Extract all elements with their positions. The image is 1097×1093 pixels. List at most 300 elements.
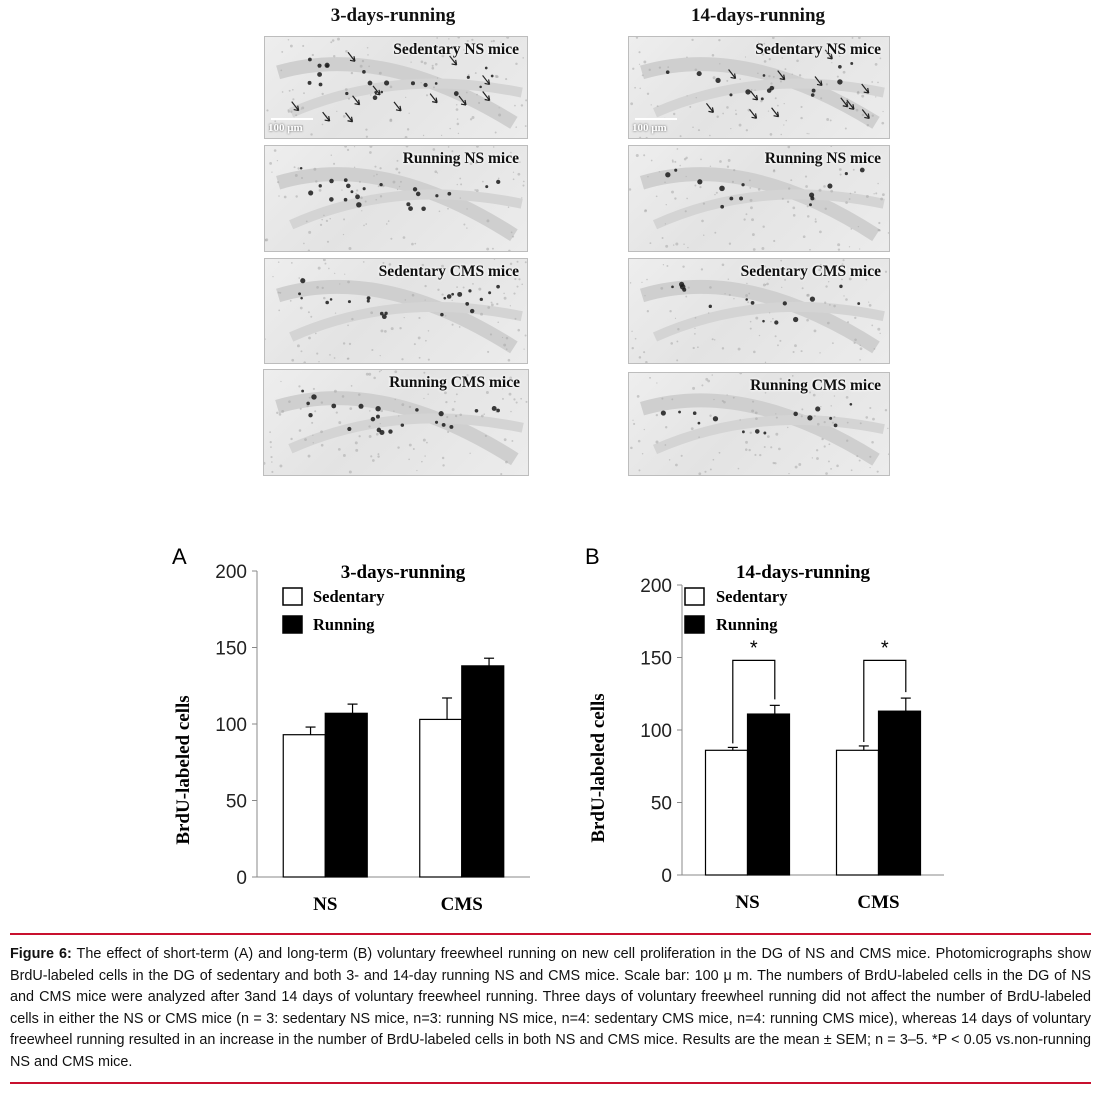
tissue-speck <box>757 73 758 74</box>
tissue-speck <box>372 459 375 462</box>
tissue-speck <box>510 411 512 413</box>
tissue-speck <box>343 218 345 220</box>
tissue-speck <box>502 398 504 400</box>
bar-sedentary-cms <box>837 750 879 875</box>
y-tick-label: 100 <box>640 721 672 742</box>
tissue-speck <box>442 457 444 459</box>
brdu-cell <box>344 198 348 202</box>
tissue-speck <box>692 387 695 390</box>
tissue-speck <box>739 419 740 420</box>
tissue-speck <box>724 293 725 294</box>
tissue-speck <box>845 298 848 301</box>
tissue-speck <box>394 370 397 373</box>
tissue-speck <box>684 158 687 161</box>
tissue-speck <box>795 466 798 469</box>
tissue-speck <box>313 388 315 390</box>
tissue-speck <box>714 194 715 195</box>
brdu-cell <box>329 179 333 183</box>
tissue-speck <box>859 248 860 249</box>
tissue-speck <box>517 173 520 176</box>
tissue-speck <box>834 395 835 396</box>
tissue-speck <box>659 171 660 172</box>
tissue-speck <box>292 98 294 100</box>
brdu-cell <box>363 187 366 190</box>
caption-rule-bottom <box>10 1082 1091 1084</box>
tissue-speck <box>380 423 381 424</box>
tissue-speck <box>638 469 640 471</box>
tissue-speck <box>674 197 676 199</box>
brdu-cell <box>860 168 865 173</box>
brdu-cell <box>367 296 371 300</box>
brdu-cell <box>413 187 417 191</box>
tissue-speck <box>854 317 856 319</box>
tissue-speck <box>354 167 355 168</box>
brdu-cell <box>475 409 479 413</box>
tissue-speck <box>264 462 265 465</box>
tissue-speck <box>751 410 754 413</box>
y-tick-label: 50 <box>650 793 672 815</box>
tissue-speck <box>839 168 842 171</box>
legend-label-running: Running <box>716 615 778 634</box>
tissue-speck <box>751 218 754 221</box>
brdu-cell <box>331 404 336 409</box>
tissue-speck <box>302 45 304 47</box>
tissue-speck <box>643 61 646 64</box>
tissue-speck <box>709 135 711 137</box>
tissue-speck <box>347 325 349 327</box>
tissue-speck <box>334 357 336 359</box>
tissue-speck <box>281 51 283 53</box>
brdu-cell <box>742 430 745 433</box>
tissue-speck <box>270 446 272 448</box>
brdu-cell <box>671 286 674 289</box>
brdu-cell <box>837 79 842 84</box>
tissue-speck <box>418 337 421 340</box>
tissue-speck <box>865 416 868 419</box>
chart-title: 14-days-running <box>735 562 871 583</box>
brdu-cell <box>415 408 419 412</box>
tissue-speck <box>374 166 376 168</box>
tissue-speck <box>638 51 640 53</box>
tissue-speck <box>475 72 477 74</box>
tissue-speck <box>728 279 729 280</box>
brdu-cell <box>348 300 351 303</box>
tissue-speck <box>386 223 388 225</box>
tissue-speck <box>439 210 441 212</box>
chart-title: 3-days-running <box>340 562 466 583</box>
brdu-cell <box>355 194 360 199</box>
tissue-speck <box>511 231 513 233</box>
dg-band <box>278 287 514 348</box>
y-tick-label: 200 <box>215 562 247 583</box>
tissue-speck <box>318 267 321 270</box>
tissue-speck <box>308 337 311 340</box>
tissue-speck <box>308 455 311 458</box>
tissue-speck <box>428 359 430 361</box>
brdu-cell <box>783 301 787 305</box>
tissue-speck <box>521 283 523 285</box>
tissue-speck <box>480 313 483 316</box>
tissue-speck <box>714 232 716 234</box>
tissue-speck <box>287 109 289 111</box>
tissue-speck <box>521 197 522 198</box>
micrograph-label: Running NS mice <box>402 150 519 167</box>
tissue-speck <box>843 71 846 74</box>
tissue-speck <box>343 454 346 457</box>
brdu-cell <box>330 298 333 301</box>
micrograph-label: Running CMS mice <box>750 377 881 394</box>
tissue-speck <box>656 382 657 383</box>
brdu-cell <box>793 317 798 322</box>
tissue-speck <box>745 448 748 451</box>
tissue-speck <box>494 259 495 260</box>
brdu-cell <box>377 428 382 433</box>
tissue-speck <box>885 409 887 411</box>
tissue-speck <box>710 166 711 167</box>
tissue-speck <box>476 189 479 192</box>
brdu-cell <box>301 390 304 393</box>
tissue-speck <box>747 301 749 303</box>
tissue-speck <box>859 460 861 462</box>
tissue-speck <box>750 328 752 330</box>
tissue-speck <box>683 244 684 245</box>
bar-sedentary-ns <box>283 735 325 877</box>
tissue-speck <box>639 137 641 138</box>
tissue-speck <box>673 113 675 115</box>
y-axis-label: BrdU-labeled cells <box>173 695 194 845</box>
tissue-speck <box>661 398 663 400</box>
brdu-cell <box>751 301 755 305</box>
tissue-speck <box>421 461 423 463</box>
tissue-speck <box>508 359 511 362</box>
tissue-speck <box>500 473 502 475</box>
tissue-speck <box>280 381 281 382</box>
arrow-marker <box>353 96 360 105</box>
legend-swatch-sedentary <box>283 588 302 605</box>
tissue-speck <box>630 447 633 450</box>
tissue-speck <box>869 304 872 307</box>
tissue-speck <box>825 285 827 287</box>
tissue-speck <box>802 287 804 289</box>
tissue-speck <box>354 146 355 147</box>
tissue-speck <box>824 421 826 423</box>
tissue-speck <box>867 124 869 126</box>
tissue-speck <box>424 455 426 457</box>
tissue-speck <box>522 185 524 187</box>
tissue-speck <box>523 181 525 183</box>
tissue-speck <box>635 338 637 340</box>
tissue-speck <box>455 415 457 417</box>
tissue-speck <box>695 68 698 71</box>
tissue-speck <box>446 416 448 418</box>
tissue-speck <box>490 333 492 335</box>
tissue-speck <box>743 218 745 220</box>
tissue-speck <box>733 169 735 171</box>
tissue-speck <box>868 301 869 302</box>
tissue-speck <box>521 104 523 106</box>
tissue-speck <box>698 472 701 475</box>
tissue-speck <box>277 181 279 183</box>
tissue-speck <box>770 446 772 448</box>
tissue-speck <box>396 160 398 162</box>
tissue-speck <box>280 70 282 72</box>
tissue-speck <box>667 66 669 68</box>
tissue-speck <box>265 339 266 340</box>
tissue-speck <box>762 226 764 228</box>
tissue-speck <box>279 413 282 416</box>
tissue-speck <box>448 146 450 148</box>
tissue-speck <box>407 128 409 130</box>
tissue-speck <box>877 183 879 185</box>
brdu-cell <box>300 278 305 283</box>
brdu-cell <box>838 65 842 69</box>
tissue-speck <box>794 344 797 347</box>
tissue-speck <box>701 384 703 386</box>
tissue-speck <box>460 183 462 185</box>
brdu-cell <box>300 167 303 170</box>
tissue-speck <box>776 417 778 419</box>
tissue-speck <box>793 351 795 353</box>
tissue-speck <box>326 220 328 222</box>
tissue-speck <box>316 352 318 354</box>
tissue-speck <box>815 221 817 223</box>
tissue-speck <box>368 425 370 427</box>
tissue-speck <box>393 411 394 412</box>
tissue-speck <box>325 263 327 265</box>
tissue-speck <box>770 82 772 84</box>
tissue-speck <box>313 168 316 171</box>
brdu-cell <box>447 294 452 299</box>
tissue-speck <box>719 63 720 64</box>
tissue-speck <box>649 242 651 244</box>
tissue-speck <box>755 317 758 320</box>
tissue-speck <box>861 95 864 98</box>
brdu-cell <box>767 88 772 93</box>
tissue-speck <box>860 347 863 350</box>
tissue-speck <box>754 89 755 90</box>
tissue-speck <box>752 233 755 236</box>
tissue-speck <box>366 373 369 376</box>
tissue-speck <box>676 359 678 361</box>
tissue-speck <box>814 329 817 332</box>
tissue-speck <box>333 55 335 57</box>
tissue-speck <box>819 189 822 192</box>
tissue-speck <box>692 126 694 128</box>
tissue-speck <box>508 250 510 251</box>
tissue-speck <box>459 178 461 180</box>
tissue-speck <box>772 318 774 320</box>
brdu-cell <box>729 197 733 201</box>
tissue-speck <box>367 47 369 49</box>
tissue-speck <box>370 94 371 95</box>
brdu-cell <box>829 417 832 420</box>
tissue-speck <box>801 415 803 417</box>
brdu-cell <box>356 202 361 207</box>
tissue-speck <box>291 359 294 362</box>
tissue-speck <box>416 470 417 471</box>
tissue-speck <box>482 181 484 183</box>
arrow-marker <box>751 91 758 100</box>
brdu-cell <box>485 67 488 70</box>
brdu-cell <box>713 416 718 421</box>
tissue-speck <box>503 293 505 295</box>
tissue-speck <box>862 114 864 116</box>
tissue-speck <box>677 148 679 150</box>
brdu-cell <box>421 207 426 212</box>
tissue-speck <box>413 448 415 450</box>
tissue-speck <box>871 81 873 83</box>
tissue-speck <box>390 86 393 89</box>
brdu-cell <box>470 309 474 313</box>
brdu-cell <box>298 292 301 295</box>
brdu-cell <box>435 194 438 197</box>
tissue-speck <box>408 459 410 461</box>
tissue-speck <box>373 377 376 380</box>
micrograph-14d-running-cms <box>628 372 890 476</box>
tissue-speck <box>310 133 312 135</box>
tissue-speck <box>768 110 769 111</box>
brdu-cell <box>442 423 446 427</box>
tissue-speck <box>763 284 766 287</box>
tissue-speck <box>710 468 712 470</box>
tissue-speck <box>288 400 291 403</box>
tissue-speck <box>651 160 653 162</box>
tissue-speck <box>495 132 497 134</box>
tissue-speck <box>805 185 808 188</box>
tissue-speck <box>642 453 643 454</box>
tissue-speck <box>869 456 871 458</box>
tissue-speck <box>856 455 858 457</box>
tissue-speck <box>303 243 305 245</box>
tissue-speck <box>506 337 509 340</box>
tissue-speck <box>378 185 380 187</box>
tissue-speck <box>722 263 725 266</box>
tissue-speck <box>435 63 438 66</box>
tissue-speck <box>732 181 734 183</box>
chart-a <box>160 540 540 925</box>
brdu-cell <box>661 410 666 415</box>
tissue-speck <box>395 168 398 171</box>
tissue-speck <box>750 321 752 323</box>
brdu-cell <box>346 184 351 189</box>
brdu-cell <box>697 71 702 76</box>
tissue-speck <box>746 283 747 284</box>
brdu-cell <box>496 285 500 289</box>
tissue-speck <box>716 192 718 194</box>
tissue-speck <box>284 196 287 199</box>
tissue-speck <box>405 136 408 138</box>
tissue-speck <box>825 472 828 475</box>
tissue-speck <box>824 445 826 447</box>
tissue-speck <box>875 192 877 194</box>
tissue-speck <box>875 63 878 66</box>
brdu-cell <box>358 404 363 409</box>
bar-running-ns <box>748 714 790 875</box>
brdu-cell <box>308 81 312 85</box>
tissue-speck <box>830 119 832 121</box>
tissue-speck <box>713 76 716 79</box>
arrow-marker <box>430 94 437 103</box>
tissue-speck <box>845 127 847 129</box>
brdu-cell <box>416 192 421 197</box>
tissue-speck <box>781 134 782 135</box>
tissue-speck <box>859 359 861 361</box>
tissue-speck <box>843 295 844 296</box>
tissue-speck <box>644 429 645 430</box>
brdu-cell <box>729 93 732 96</box>
tissue-speck <box>360 196 363 199</box>
tissue-speck <box>276 412 278 414</box>
tissue-speck <box>456 104 458 106</box>
tissue-speck <box>278 310 280 312</box>
tissue-speck <box>646 137 648 138</box>
tissue-speck <box>641 282 642 283</box>
tissue-speck <box>513 172 514 173</box>
tissue-speck <box>409 113 410 114</box>
legend <box>685 587 788 634</box>
tissue-speck <box>787 201 789 203</box>
brdu-cell <box>763 74 766 77</box>
brdu-cell <box>368 81 373 86</box>
tissue-speck <box>773 240 775 242</box>
tissue-speck <box>739 78 741 80</box>
column-title-14-days: 14-days-running <box>690 5 826 26</box>
tissue-speck <box>634 87 636 89</box>
tissue-speck <box>503 344 506 347</box>
tissue-speck <box>765 362 766 363</box>
brdu-cell <box>697 179 702 184</box>
tissue-speck <box>772 37 775 39</box>
tissue-speck <box>310 316 312 318</box>
caption-text: The effect of short-term (A) and long-term (B) voluntary freewheel running on new cell proliferation in the DG of NS and CMS mice. Photomicrographs show BrdU-labeled cells in the DG of sedentary and both 3- and 14-day running NS and CMS mice. Scale bar: 100 μ m. The numbers of BrdU-labeled cells in the DG of NS and CMS mice were analyzed after 3and 14 days of voluntary freewheel running. Three days of voluntary freewheel running did not affect the number of BrdU-labeled cells in either the NS or CMS mice (n = 3: sedentary NS mice, n=3: running NS mice, n=4: sedentary CMS mice, n=4: running CMS mice), whereas 14 days of voluntary freewheel running resulted in an increase in the number of BrdU-labeled cells in both NS and CMS mice. Results are the mean ± SEM; n = 3–5. *P < 0.05 vs.non-running NS and CMS mice. <box>10 946 1091 1070</box>
tissue-speck <box>377 453 379 455</box>
tissue-speck <box>809 249 811 251</box>
tissue-speck <box>472 116 475 119</box>
tissue-speck <box>498 177 500 179</box>
y-axis-label: BrdU-labeled cells <box>588 693 609 843</box>
tissue-speck <box>853 169 855 171</box>
tissue-speck <box>646 279 648 281</box>
tissue-speck <box>858 37 861 39</box>
brdu-cell <box>715 78 720 83</box>
tissue-speck <box>656 441 659 444</box>
tissue-speck <box>792 74 793 75</box>
tissue-speck <box>486 248 489 251</box>
tissue-speck <box>754 454 756 456</box>
brdu-cell <box>408 206 413 211</box>
tissue-speck <box>309 397 311 399</box>
tissue-speck <box>322 124 324 126</box>
brdu-cell <box>834 423 838 427</box>
tissue-speck <box>764 446 766 448</box>
brdu-cell <box>709 305 712 308</box>
tissue-speck <box>344 146 347 148</box>
brdu-cell <box>698 422 701 425</box>
tissue-speck <box>854 191 856 193</box>
tissue-speck <box>733 397 735 399</box>
brdu-cell <box>362 70 366 74</box>
tissue-speck <box>685 296 687 298</box>
tissue-speck <box>761 247 764 250</box>
tissue-speck <box>345 88 348 91</box>
legend-swatch-running <box>685 616 704 633</box>
tissue-speck <box>278 292 280 294</box>
tissue-speck <box>349 247 352 250</box>
tissue-speck <box>306 405 308 407</box>
tissue-speck <box>379 167 381 169</box>
tissue-speck <box>693 347 695 349</box>
tissue-speck <box>630 102 633 105</box>
